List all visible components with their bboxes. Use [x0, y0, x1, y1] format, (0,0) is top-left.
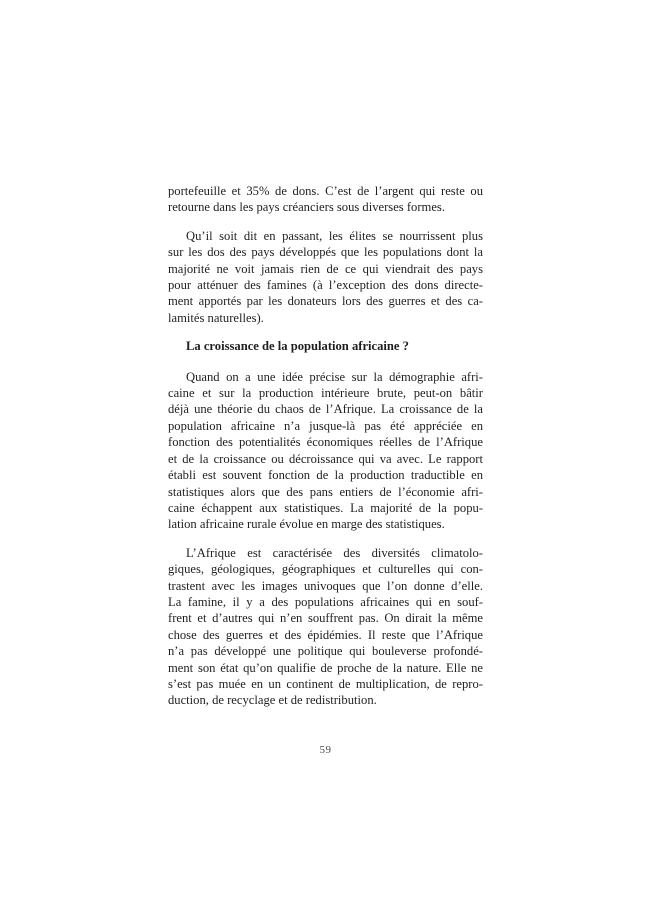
- text-line: giques, géologiques, géographiques et culturelles qui con-: [168, 562, 483, 577]
- section-heading: [168, 338, 483, 354]
- text-line: lation africaine rurale évolue en marge des statistiques.: [168, 517, 445, 532]
- text-line: ment apportés par les donateurs lors des guerres et des ca-: [168, 294, 483, 309]
- text-line: population africaine n’a jusque-là pas été appréciée en: [168, 418, 483, 433]
- text-line: ment son état qu’on qualifie de proche de la nature. Elle ne: [168, 660, 483, 675]
- page-content: [168, 183, 483, 721]
- text-line: pour atténuer des famines (à l’exception des dons directe-: [168, 278, 483, 293]
- text-line: frent et d’autres qui n’en souffrent pas. On dirait la même: [168, 611, 483, 626]
- text-line: chose des guerres et des épidémies. Il reste que l’Afrique: [168, 627, 483, 642]
- page-number: 59: [319, 744, 332, 756]
- paragraph: [168, 228, 483, 326]
- text-line: lamités naturelles).: [168, 310, 264, 325]
- text-line: majorité ne voit jamais rien de ce qui viendrait des pays: [168, 261, 483, 276]
- text-line: et de la croissance ou décroissance qui va avec. Le rapport: [168, 451, 483, 466]
- text-line: sur les dos des pays développés que les populations dont la: [168, 245, 483, 260]
- text-line: L’Afrique est caractérisée des diversités climatolo-: [186, 545, 483, 560]
- text-line: n’a pas développé une politique qui bouleverse profondé-: [168, 644, 483, 659]
- text-line: s’est pas muée en un continent de multiplication, de repro-: [168, 676, 483, 691]
- text-line: La famine, il y a des populations africaines qui en souf-: [168, 594, 483, 609]
- text-line: portefeuille et 35% de dons. C’est de l’argent qui reste ou: [168, 184, 483, 198]
- text-line: La croissance de la population africaine ?: [186, 339, 409, 354]
- text-line: caine et sur la production intérieure brute, peut-on bâtir: [168, 386, 483, 401]
- paragraph: [168, 183, 483, 216]
- paragraph: [168, 545, 483, 709]
- text-line: statistiques alors que des pans entiers de l’économie afri-: [168, 484, 483, 499]
- text-line: Quand on a une idée précise sur la démographie afri-: [186, 369, 483, 384]
- text-line: duction, de recyclage et de redistribution.: [168, 693, 377, 708]
- text-line: retourne dans les pays créanciers sous diverses formes.: [168, 200, 445, 215]
- text-line: caine échappent aux statistiques. La majorité de la popu-: [168, 500, 483, 515]
- text-line: trastent avec les images univoques que l’on donne d’elle.: [168, 578, 483, 593]
- text-line: déjà une théorie du chaos de l’Afrique. La croissance de la: [168, 402, 483, 417]
- paragraph: [168, 369, 483, 533]
- text-line: établi est souvent fonction de la production traductible en: [168, 468, 483, 483]
- text-line: fonction des potentialités économiques réelles de l’Afrique: [168, 435, 483, 450]
- text-line: Qu’il soit dit en passant, les élites se nourrissent plus: [186, 228, 483, 243]
